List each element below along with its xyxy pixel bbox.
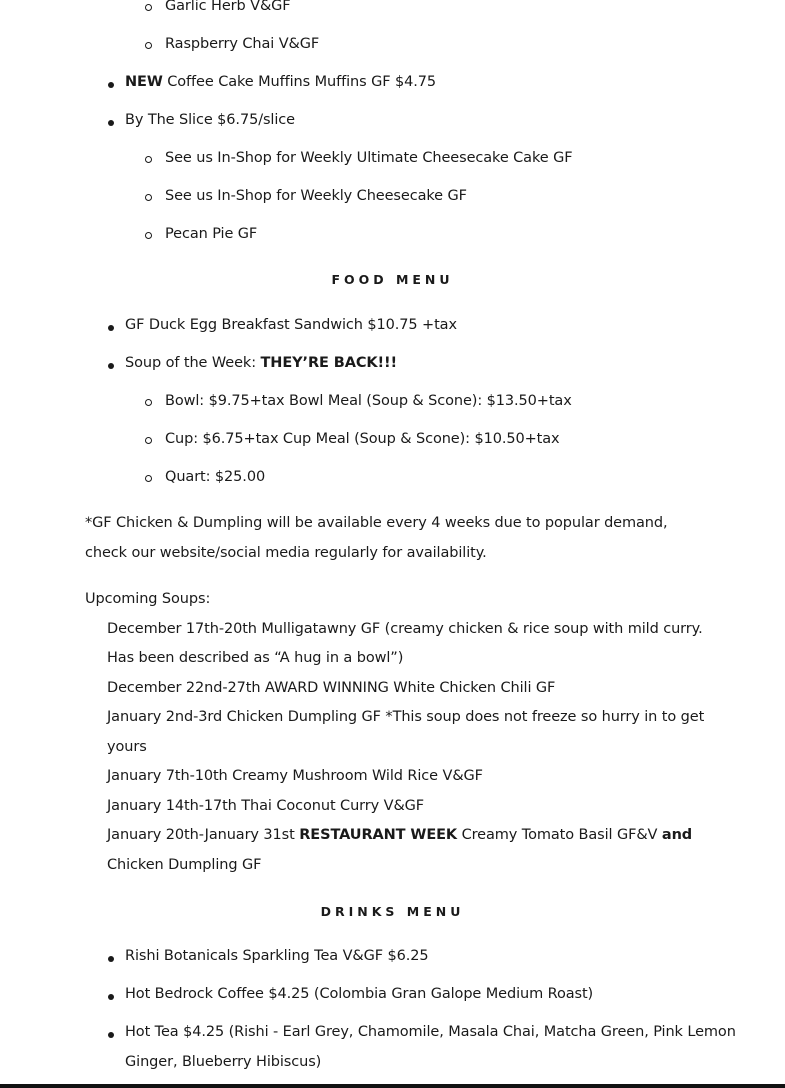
rw-and: and xyxy=(661,827,693,843)
upcoming-item: January 2nd-3rd Chicken Dumpling GF *This soup does not freeze so hurry in to get yours xyxy=(107,709,705,755)
sub-list-item: Raspberry Chai V&GF xyxy=(165,36,320,52)
muffins-text: Coffee Cake Muffins Muffins GF $4.75 xyxy=(162,74,437,90)
sub-list-item: Cup: $6.75+tax Cup Meal (Soup & Scone): $10.50+tax xyxy=(165,431,560,447)
rw-post: Chicken Dumpling GF xyxy=(107,856,262,873)
upcoming-item: January 14th-17th Thai Coconut Curry V&GF xyxy=(107,797,425,814)
hollow-bullet-icon xyxy=(145,4,152,11)
food-menu-heading: FOOD MENU xyxy=(331,272,454,287)
list-item-drink: Hot Bedrock Coffee $4.25 (Colombia Gran Galope Medium Roast) xyxy=(125,986,594,1002)
list-item-hot-tea: Hot Tea $4.25 (Rishi - Earl Grey, Chamomile, Masala Chai, Matcha Green, Pink Lemon xyxy=(125,1024,736,1040)
upcoming-item: December 22nd-27th AWARD WINNING White Chicken Chili GF xyxy=(107,679,556,696)
upcoming-item-restaurant-week xyxy=(85,821,705,880)
sub-list-item: See us In-Shop for Weekly Ultimate Cheesecake Cake GF xyxy=(165,150,573,166)
sub-list-item: Bowl: $9.75+tax Bowl Meal (Soup & Scone): $13.50+tax xyxy=(165,393,572,409)
upcoming-title: Upcoming Soups: xyxy=(85,591,211,607)
list-item-sandwich: GF Duck Egg Breakfast Sandwich $10.75 +tax xyxy=(125,317,457,333)
upcoming-item: January 7th-10th Creamy Mushroom Wild Rice V&GF xyxy=(107,768,483,784)
bullet-icon xyxy=(108,325,114,331)
hollow-bullet-icon xyxy=(145,437,152,444)
bullet-icon xyxy=(108,120,114,126)
soup-label: Soup of the Week: xyxy=(125,355,261,371)
bullet-icon xyxy=(108,82,114,88)
rw-bold: RESTAURANT WEEK xyxy=(299,827,458,843)
sub-list-item: Pecan Pie GF xyxy=(165,226,258,242)
bullet-icon xyxy=(108,363,114,369)
sub-list-item: Quart: $25.00 xyxy=(165,469,266,485)
hollow-bullet-icon xyxy=(145,232,152,239)
list-item-hot-tea-cont: Ginger, Blueberry Hibiscus) xyxy=(125,1054,322,1070)
availability-note: *GF Chicken & Dumpling will be available every 4 weeks due to popular demand, check our website/social media regularly for availability. xyxy=(85,515,668,561)
bullet-icon xyxy=(108,1032,114,1038)
bottom-divider xyxy=(0,1084,785,1088)
list-item-soup-of-week xyxy=(125,355,397,371)
hollow-bullet-icon xyxy=(145,156,152,163)
list-item-by-the-slice: By The Slice $6.75/slice xyxy=(125,112,295,128)
soup-announcement: THEY’RE BACK!!! xyxy=(260,355,398,371)
hollow-bullet-icon xyxy=(145,475,152,482)
rw-mid: Creamy Tomato Basil GF&V xyxy=(457,827,662,843)
sub-list-item: See us In-Shop for Weekly Cheesecake GF xyxy=(165,188,467,204)
sub-list-item: Garlic Herb V&GF xyxy=(165,0,291,14)
hollow-bullet-icon xyxy=(145,42,152,49)
bullet-icon xyxy=(108,956,114,962)
upcoming-soups xyxy=(85,585,705,880)
bullet-icon xyxy=(108,994,114,1000)
rw-pre: January 20th-January 31st xyxy=(107,827,300,843)
hollow-bullet-icon xyxy=(145,399,152,406)
hollow-bullet-icon xyxy=(145,194,152,201)
drinks-menu-heading: DRINKS MENU xyxy=(320,904,465,919)
new-badge: NEW xyxy=(125,74,163,90)
list-item-muffins xyxy=(125,74,436,90)
list-item-drink: Rishi Botanicals Sparkling Tea V&GF $6.25 xyxy=(125,948,429,964)
upcoming-item: December 17th-20th Mulligatawny GF (creamy chicken & rice soup with mild curry. Has been described as “A hug in a bowl”) xyxy=(107,620,703,666)
